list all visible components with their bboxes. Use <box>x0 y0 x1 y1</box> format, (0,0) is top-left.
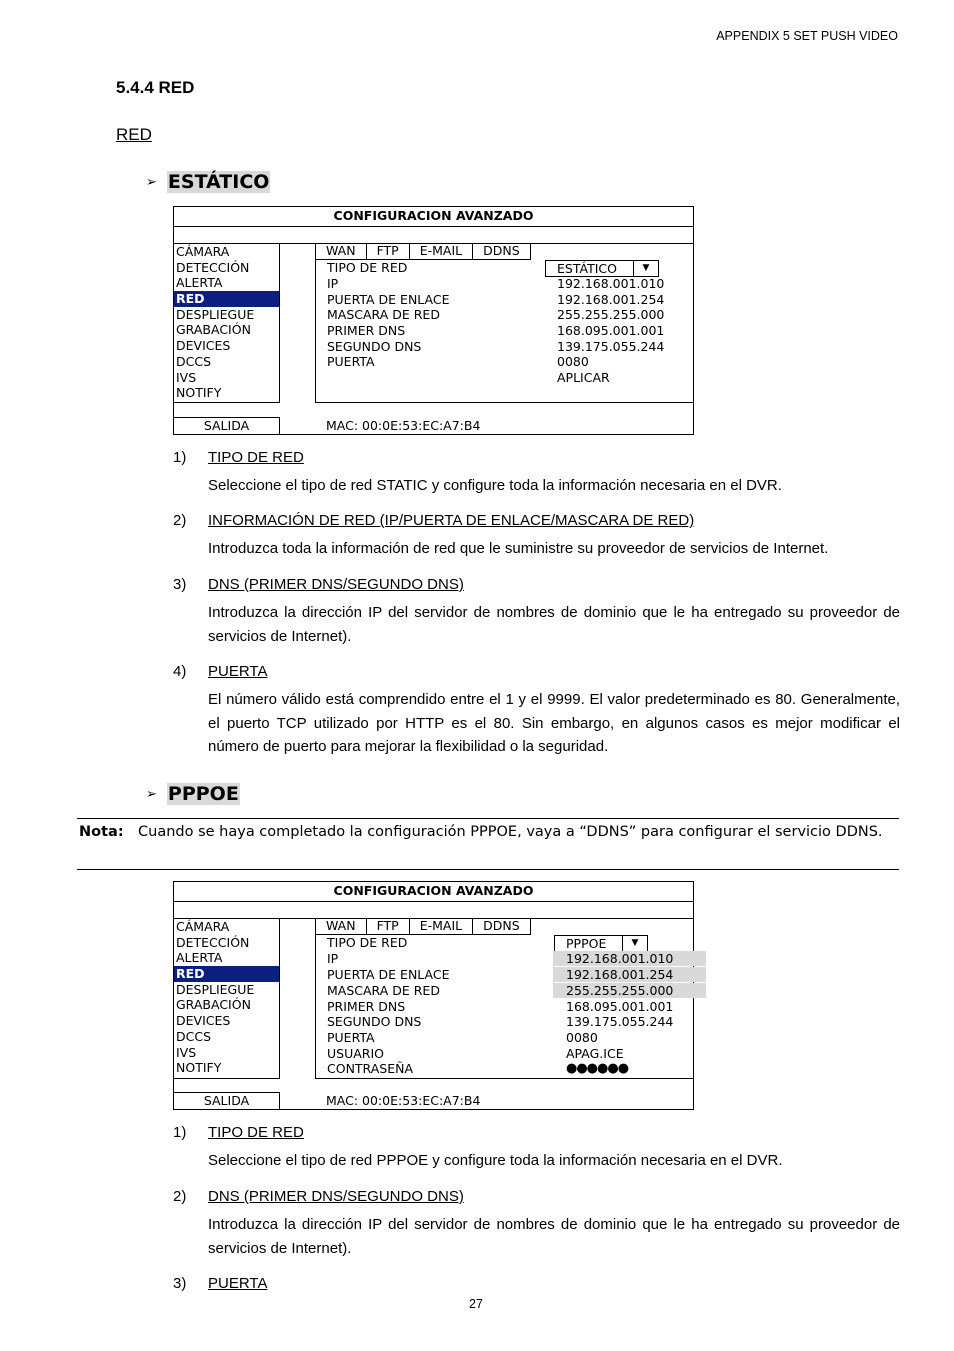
field-label-dns1: PRIMER DNS <box>327 999 406 1014</box>
config-panel-pppoe <box>173 881 694 1110</box>
ip-field: 192.168.001.010 <box>553 951 706 966</box>
item-title: TIPO DE RED <box>208 449 304 466</box>
mask-field[interactable]: 255.255.255.000 <box>557 307 665 322</box>
triangle-down-icon: ▼ <box>631 938 639 948</box>
dns2-field[interactable]: 139.175.055.244 <box>566 1014 674 1029</box>
item-text: El número válido está comprendido entre el 1 y el 9999. El valor predeterminado es 80. Generalmente, el puerto TCP utilizado por HTTP es el 80. Sin embargo, en algunos casos es mejor modificar el número de puerto para mejorar la flexibilidad o la seguridad. <box>208 691 900 755</box>
mac-address: MAC: 00:0E:53:EC:A7:B4 <box>326 1093 481 1108</box>
menu-item-devices[interactable]: DEVICES <box>176 1013 231 1029</box>
field-label-tipo: TIPO DE RED <box>327 935 408 950</box>
menu-item-red[interactable]: RED <box>174 291 279 307</box>
field-label-dns1: PRIMER DNS <box>327 323 406 338</box>
ip-field[interactable]: 192.168.001.010 <box>557 276 665 291</box>
item-text: Seleccione el tipo de red PPPOE y configure toda la información necesaria en el DVR. <box>208 1152 783 1169</box>
side-menu <box>174 243 280 403</box>
menu-item-ivs[interactable]: IVS <box>176 1044 197 1060</box>
field-label-dns2: SEGUNDO DNS <box>327 1014 422 1029</box>
note-box <box>77 818 899 870</box>
field-label-dns2: SEGUNDO DNS <box>327 339 422 354</box>
item-number: 1) <box>173 449 187 466</box>
menu-item-notify[interactable]: NOTIFY <box>176 385 222 401</box>
panel-band <box>174 901 693 919</box>
menu-item-despliegue[interactable]: DESPLIEGUE <box>176 981 255 997</box>
exit-button[interactable]: SALIDA <box>174 417 280 434</box>
tab-ddns[interactable]: DDNS <box>472 243 531 260</box>
select-value: PPPOE <box>555 936 623 951</box>
bullet-label: ESTÁTICO <box>167 171 270 193</box>
dns1-field[interactable]: 168.095.001.001 <box>557 323 665 338</box>
running-header: APPENDIX 5 SET PUSH VIDEO <box>716 29 898 43</box>
network-type-select[interactable] <box>545 260 659 277</box>
item-number: 1) <box>173 1124 187 1141</box>
tab-bar <box>316 243 531 260</box>
menu-item-ivs[interactable]: IVS <box>176 369 197 385</box>
bullet-pppoe <box>146 783 240 805</box>
page-number: 27 <box>469 1297 483 1311</box>
field-label-port: PUERTA <box>327 354 375 369</box>
panel-title: CONFIGURACION AVANZADO <box>174 882 693 902</box>
menu-item-camara[interactable]: CÁMARA <box>176 244 230 259</box>
item-number: 2) <box>173 512 187 529</box>
gateway-field: 192.168.001.254 <box>553 967 706 982</box>
field-label-tipo: TIPO DE RED <box>327 260 408 275</box>
item-title: TIPO DE RED <box>208 1124 304 1141</box>
field-label-gateway: PUERTA DE ENLACE <box>327 292 450 307</box>
note-label: Nota: <box>79 824 124 840</box>
mask-field: 255.255.255.000 <box>553 983 706 998</box>
section-subtitle: RED <box>116 125 152 144</box>
item-text: Seleccione el tipo de red STATIC y configure toda la información necesaria en el DVR. <box>208 477 782 494</box>
field-label-mask: MASCARA DE RED <box>327 307 440 322</box>
item-number: 4) <box>173 663 187 680</box>
panel-title: CONFIGURACION AVANZADO <box>174 207 693 227</box>
tab-ftp[interactable]: FTP <box>366 918 410 935</box>
menu-item-red[interactable]: RED <box>174 966 279 982</box>
tab-bar <box>316 918 531 935</box>
port-field[interactable]: 0080 <box>557 354 589 369</box>
arrowhead-bullet-icon: ➢ <box>146 786 157 802</box>
config-panel-static <box>173 206 694 435</box>
bullet-static <box>146 171 270 193</box>
settings-area <box>315 243 693 403</box>
field-label-port: PUERTA <box>327 1030 375 1045</box>
port-field[interactable]: 0080 <box>566 1030 598 1045</box>
item-text: Introduzca la dirección IP del servidor de nombres de dominio que le ha entregado su proveedor de servicios de Internet). <box>208 1216 900 1257</box>
item-text: Introduzca toda la información de red que le suministre su proveedor de servicios de Internet. <box>208 540 829 557</box>
triangle-down-icon: ▼ <box>642 263 650 273</box>
item-title: INFORMACIÓN DE RED (IP/PUERTA DE ENLACE/MASCARA DE RED) <box>208 512 695 529</box>
select-value: ESTÁTICO <box>546 261 634 276</box>
tab-wan[interactable]: WAN <box>316 918 367 935</box>
exit-button[interactable]: SALIDA <box>174 1092 280 1109</box>
bullet-label: PPPOE <box>167 783 239 805</box>
menu-item-deteccion[interactable]: DETECCIÓN <box>176 259 250 275</box>
arrowhead-bullet-icon: ➢ <box>146 174 157 190</box>
item-text: Introduzca la dirección IP del servidor de nombres de dominio que le ha entregado su proveedor de servicios de Internet). <box>208 604 900 645</box>
item-number: 3) <box>173 1275 187 1292</box>
dns2-field[interactable]: 139.175.055.244 <box>557 339 665 354</box>
gateway-field[interactable]: 192.168.001.254 <box>557 292 665 307</box>
tab-ddns[interactable]: DDNS <box>472 918 531 935</box>
field-label-ip: IP <box>327 276 339 291</box>
tab-email[interactable]: E-MAIL <box>409 918 473 935</box>
tab-ftp[interactable]: FTP <box>366 243 410 260</box>
menu-item-alerta[interactable]: ALERTA <box>176 275 223 291</box>
note-text: Cuando se haya completado la configuración PPPOE, vaya a “DDNS” para configurar el servicio DDNS. <box>138 824 883 840</box>
menu-item-dccs[interactable]: DCCS <box>176 1028 212 1044</box>
item-title: PUERTA <box>208 663 268 680</box>
menu-item-dccs[interactable]: DCCS <box>176 353 212 369</box>
tab-wan[interactable]: WAN <box>316 243 367 260</box>
field-label-ip: IP <box>327 951 339 966</box>
panel-band <box>174 226 693 244</box>
field-label-password: CONTRASEÑA <box>327 1061 414 1076</box>
item-title: PUERTA <box>208 1275 268 1292</box>
side-menu <box>174 918 280 1079</box>
apply-button[interactable]: APLICAR <box>557 370 610 385</box>
settings-area <box>315 918 693 1079</box>
user-field[interactable]: APAG.ICE <box>566 1046 624 1061</box>
menu-item-notify[interactable]: NOTIFY <box>176 1060 222 1076</box>
password-field[interactable]: ●●●●●● <box>566 1061 629 1076</box>
item-title: DNS (PRIMER DNS/SEGUNDO DNS) <box>208 1188 464 1205</box>
menu-item-grabacion[interactable]: GRABACIÓN <box>176 997 251 1013</box>
menu-item-deteccion[interactable]: DETECCIÓN <box>176 934 250 950</box>
section-title: 5.4.4 RED <box>116 78 195 97</box>
field-label-user: USUARIO <box>327 1046 384 1061</box>
network-type-select[interactable] <box>554 935 648 952</box>
field-label-gateway: PUERTA DE ENLACE <box>327 967 450 982</box>
menu-item-grabacion[interactable]: GRABACIÓN <box>176 322 251 338</box>
mac-address: MAC: 00:0E:53:EC:A7:B4 <box>326 418 481 433</box>
item-title: DNS (PRIMER DNS/SEGUNDO DNS) <box>208 576 464 593</box>
field-label-mask: MASCARA DE RED <box>327 983 440 998</box>
item-number: 2) <box>173 1188 187 1205</box>
menu-item-despliegue[interactable]: DESPLIEGUE <box>176 306 255 322</box>
menu-item-camara[interactable]: CÁMARA <box>176 919 230 934</box>
item-number: 3) <box>173 576 187 593</box>
dns1-field[interactable]: 168.095.001.001 <box>566 999 674 1014</box>
menu-item-devices[interactable]: DEVICES <box>176 338 231 354</box>
tab-email[interactable]: E-MAIL <box>409 243 473 260</box>
menu-item-alerta[interactable]: ALERTA <box>176 950 223 966</box>
